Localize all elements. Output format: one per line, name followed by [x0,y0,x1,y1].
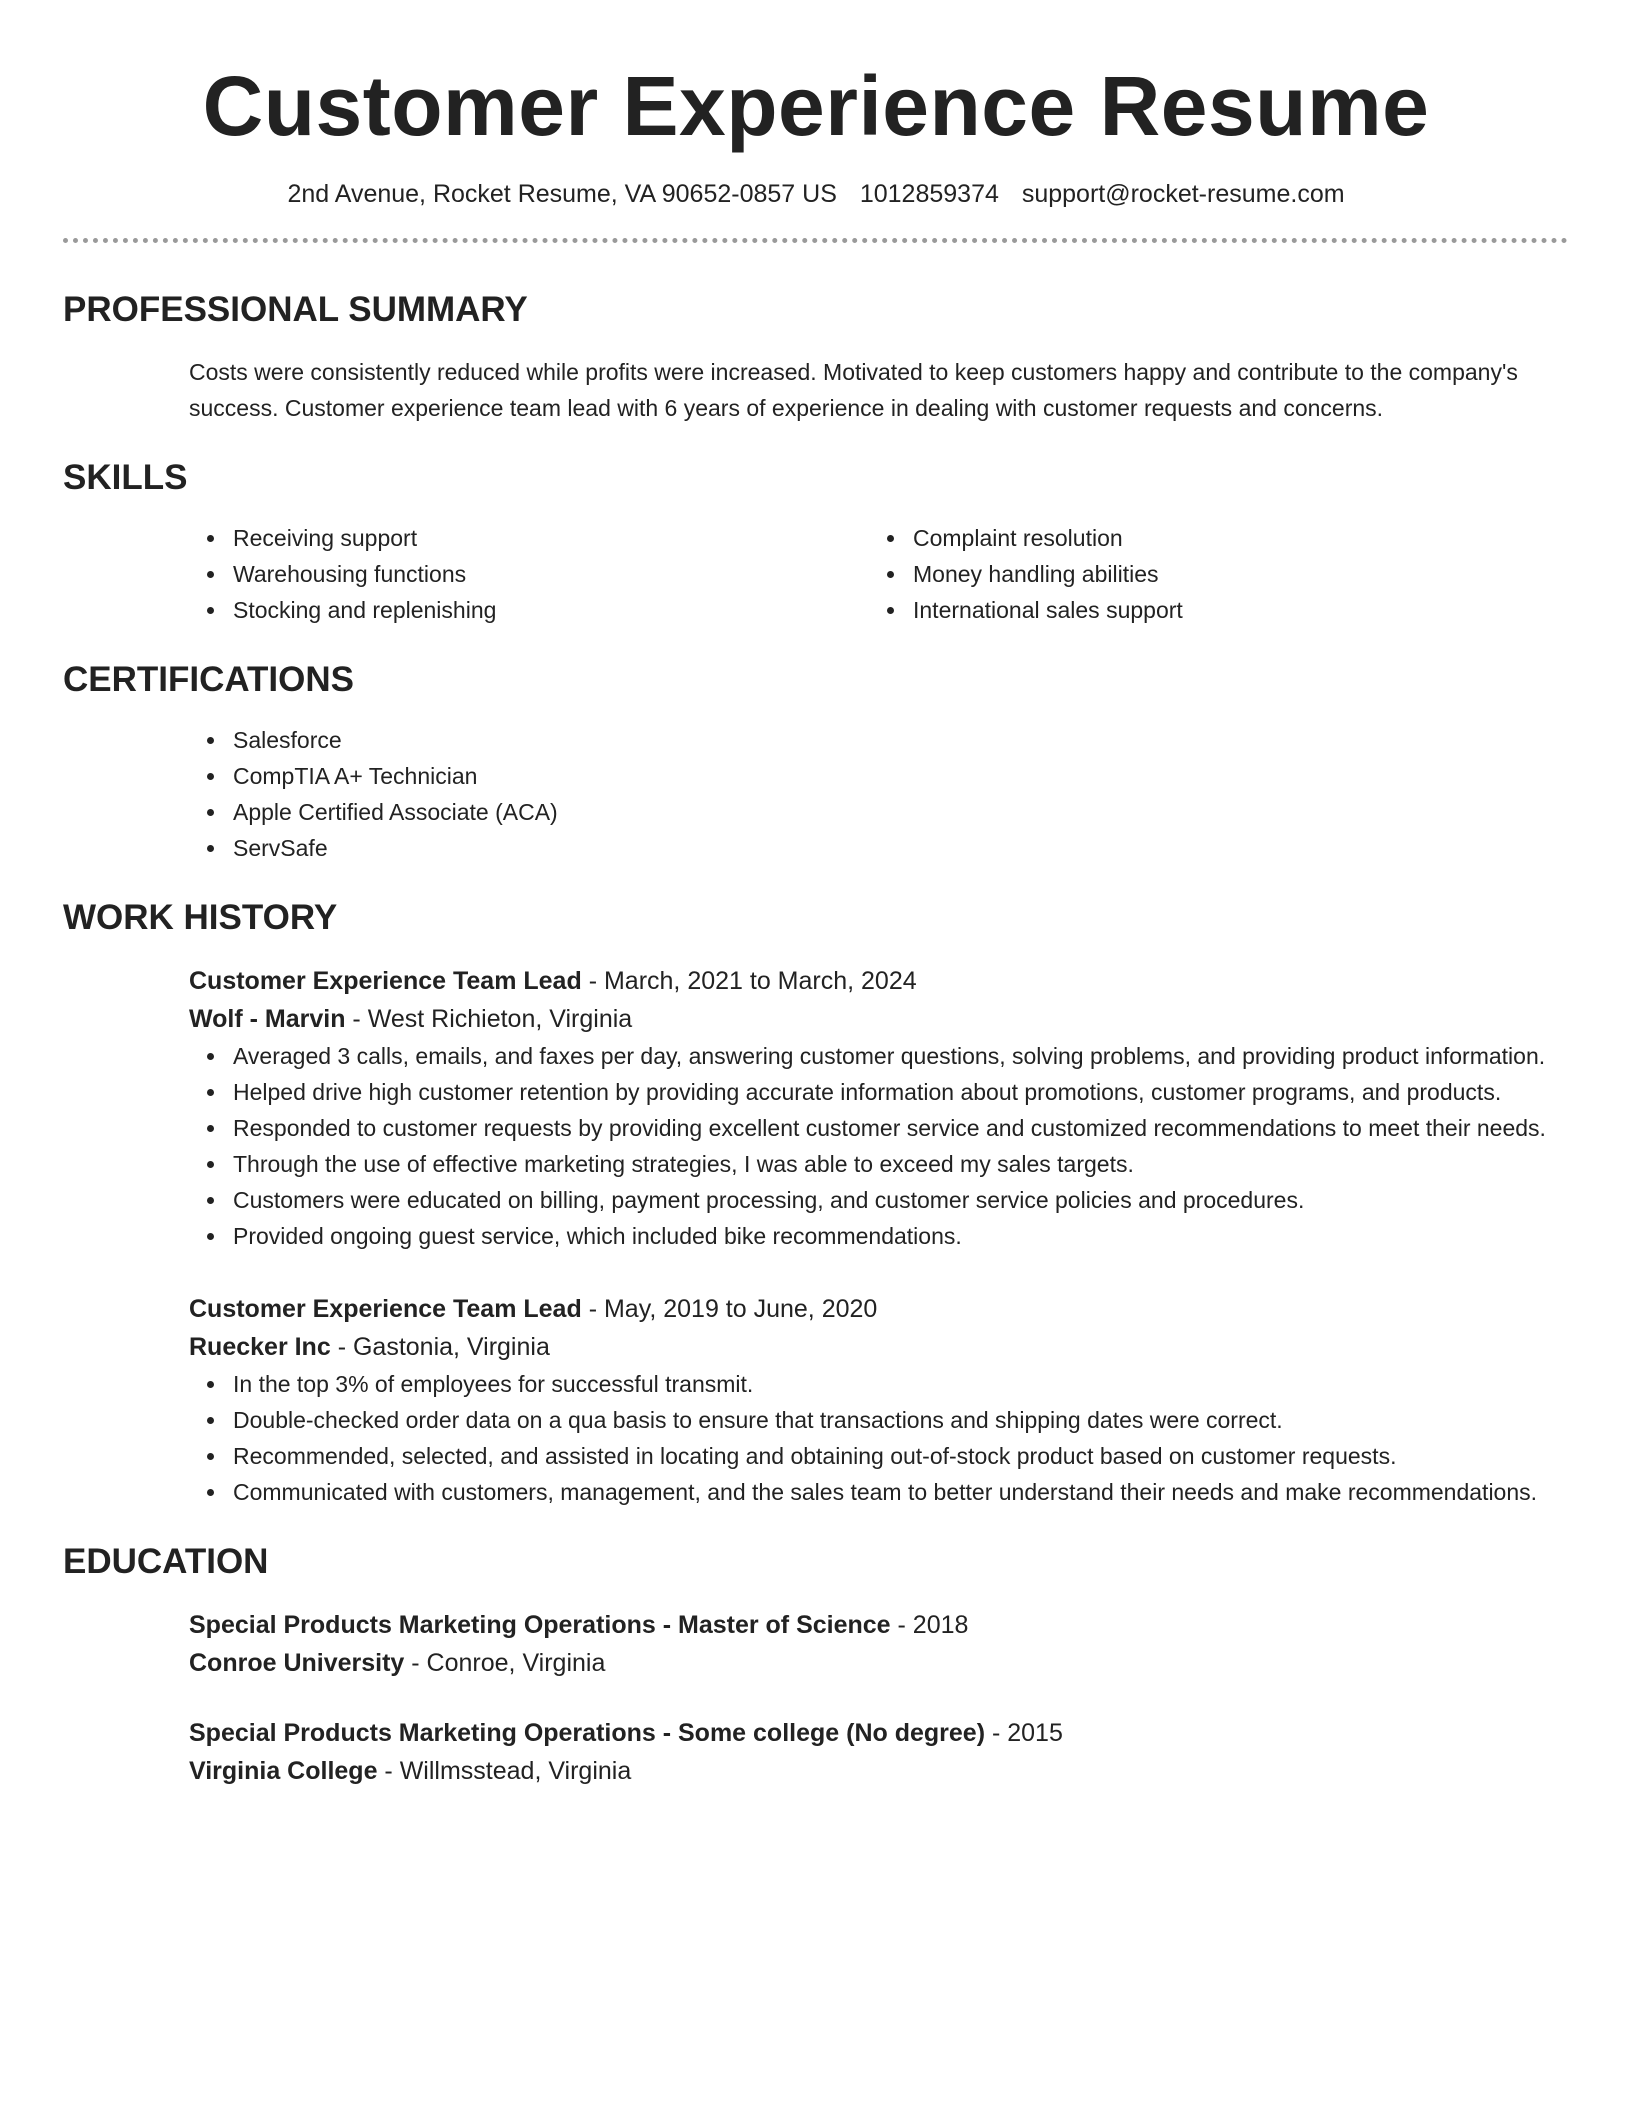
skill-item: International sales support [913,592,1423,628]
job-bullets [63,1366,1613,1510]
education-school-line [189,1644,1569,1682]
education-degree-line [189,1606,1569,1644]
section-title-certifications: CERTIFICATIONS [63,660,355,699]
job-bullets [63,1038,1613,1254]
education-degree-line [189,1714,1569,1752]
job-bullet: Provided ongoing guest service, which included bike recommendations. [233,1218,1613,1254]
job-entry [63,1290,1569,1510]
job-company: Wolf - Marvin [189,1005,346,1033]
job-dates: - May, 2019 to June, 2020 [581,1295,878,1323]
job-dates: - March, 2021 to March, 2024 [581,967,917,995]
certification-item: Salesforce [233,722,1569,758]
education-degree: Special Products Marketing Operations - Master of Science [189,1611,891,1639]
certification-item: Apple Certified Associate (ACA) [233,794,1569,830]
education-year: - 2018 [890,1611,969,1639]
job-company-line [189,1328,1569,1366]
skill-item: Receiving support [233,520,743,556]
summary-text: Costs were consistently reduced while profits were increased. Motivated to keep customers happy and contribute to the company's success. Customer experience team lead with 6 years of experience in dealing with customer requests and concerns. [189,359,1518,421]
education-location: - Conroe, Virginia [404,1649,606,1677]
contact-phone: 1012859374 [859,180,999,208]
job-bullet: Recommended, selected, and assisted in locating and obtaining out-of-stock product based on customer requests. [233,1438,1613,1474]
job-role: Customer Experience Team Lead [189,967,582,995]
section-title-work-history: WORK HISTORY [63,898,338,937]
job-bullet: In the top 3% of employees for successful transmit. [233,1366,1613,1402]
job-title-line [189,1290,1569,1328]
job-location: - West Richieton, Virginia [345,1005,633,1033]
education-entry [63,1714,1569,1790]
header-divider [63,238,1568,243]
job-bullet: Double-checked order data on a qua basis to ensure that transactions and shipping dates were correct. [233,1402,1613,1438]
job-title-line [189,962,1569,1000]
contact-address: 2nd Avenue, Rocket Resume, VA 90652-0857 US [287,180,837,208]
certifications-list [63,722,1569,866]
education-school-line [189,1752,1569,1790]
job-bullet: Averaged 3 calls, emails, and faxes per day, answering customer questions, solving problems, and providing product information. [233,1038,1613,1074]
skill-item: Complaint resolution [913,520,1423,556]
certification-item: ServSafe [233,830,1569,866]
job-bullet: Through the use of effective marketing strategies, I was able to exceed my sales targets. [233,1146,1613,1182]
contact-line [63,178,1569,210]
contact-email: support@rocket-resume.com [1021,180,1345,208]
skill-item: Warehousing functions [233,556,743,592]
resume-title: Customer Experience Resume [202,59,1430,153]
section-title-skills: SKILLS [63,458,188,497]
education-location: - Willmsstead, Virginia [377,1757,632,1785]
education-entry [63,1606,1569,1682]
section-title-summary: PROFESSIONAL SUMMARY [63,290,528,329]
education-degree: Special Products Marketing Operations - Some college (No degree) [189,1719,986,1747]
skills-column-right [743,520,1423,628]
skill-item: Money handling abilities [913,556,1423,592]
job-bullet: Responded to customer requests by providing excellent customer service and customized recommendations to meet their needs. [233,1110,1613,1146]
job-bullet: Customers were educated on billing, payment processing, and customer service policies and procedures. [233,1182,1613,1218]
education-school: Conroe University [189,1649,405,1677]
job-company: Ruecker Inc [189,1333,331,1361]
skills-list [63,520,1569,628]
skill-item: Stocking and replenishing [233,592,743,628]
job-bullet: Communicated with customers, management, and the sales team to better understand their needs and make recommendations. [233,1474,1613,1510]
job-role: Customer Experience Team Lead [189,1295,582,1323]
job-location: - Gastonia, Virginia [330,1333,550,1361]
job-entry [63,962,1569,1254]
job-bullet: Helped drive high customer retention by providing accurate information about promotions, customer programs, and products. [233,1074,1613,1110]
certification-item: CompTIA A+ Technician [233,758,1569,794]
section-title-education: EDUCATION [63,1542,269,1581]
education-year: - 2015 [985,1719,1063,1747]
job-company-line [189,1000,1569,1038]
education-school: Virginia College [189,1757,378,1785]
skills-column-left [63,520,743,628]
